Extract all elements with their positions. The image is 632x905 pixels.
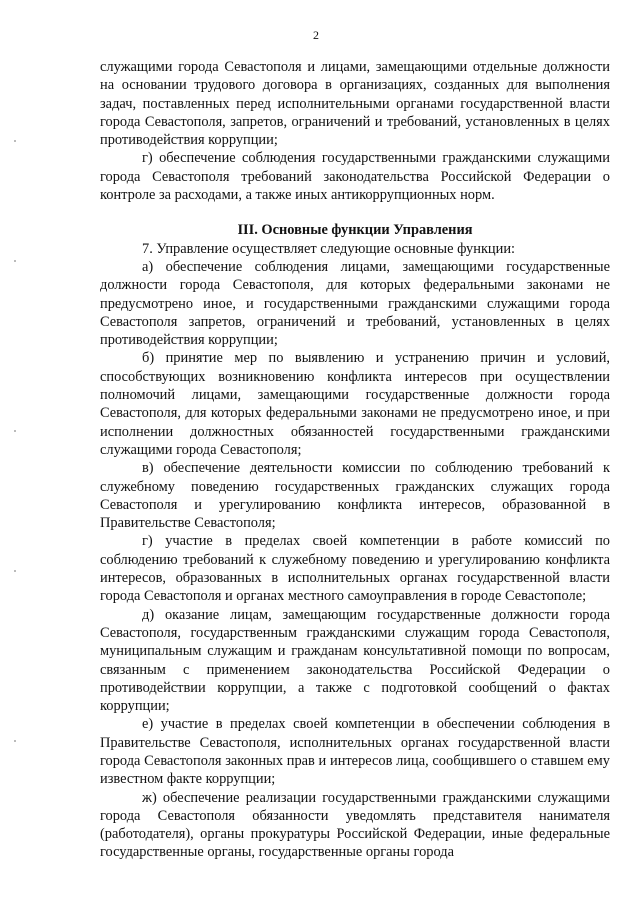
speck bbox=[14, 430, 16, 432]
speck bbox=[14, 740, 16, 742]
paragraph-clause-7: 7. Управление осуществляет следующие основные функции: bbox=[142, 240, 516, 257]
speck bbox=[14, 140, 16, 142]
paragraph-item-zh: ж) обеспечение реализации государственными гражданскими служащими города Севастополя обязанности уведомлять представителя нанимателя (работодателя), органы прокуратуры Российской Федерации, иные федеральные государственные органы, государственные органы города bbox=[100, 789, 610, 861]
section-heading: III. Основные функции Управления bbox=[237, 222, 473, 239]
paragraph-item-v: в) обеспечение деятельности комиссии по соблюдению требований к служебному поведению государственных гражданских служащих города Севастополя и урегулированию конфликта интересов, образованной в Правительстве Севастополя; bbox=[100, 460, 610, 532]
paragraph-item-a: а) обеспечение соблюдения лицами, замещающими государственные должности города Севастополя, для которых федеральными законами не предусмотрено иное, и государственными гражданскими служащими города Севастополя запретов, ограничений и требований, установленных в целях противодействия коррупции; bbox=[100, 258, 610, 349]
paragraph-continuation: служащими города Севастополя и лицами, замещающими отдельные должности на основании трудового договора в организациях, созданных для выполнения задач, поставленных перед исполнительными органами государственной власти города Севастополя, запретов, ограничений и требований, установленных в целях противодействия коррупции; bbox=[100, 59, 610, 149]
speck bbox=[14, 570, 16, 572]
paragraph-item-g: г) участие в пределах своей компетенции в работе комиссий по соблюдению требований к служебному поведению и урегулированию конфликта интересов, образованных в исполнительных органах государственной власти города Севастополя и органах местного самоуправления в городе Севастополе; bbox=[100, 533, 610, 605]
paragraph-item-g-previous-section: г) обеспечение соблюдения государственными гражданскими служащими города Севастополя требований законодательства Российской Федерации о контроле за расходами, а также иных антикоррупционных норм. bbox=[100, 150, 610, 204]
document-body bbox=[100, 58, 610, 862]
scan-margin-specks bbox=[14, 140, 18, 780]
paragraph-item-b: б) принятие мер по выявлению и устранению причин и условий, способствующих возникновению конфликта интересов при осуществлении полномочий лицами, замещающими государственные должности города Севастополя, для которых федеральными законами не предусмотрено иное, и при исполнении должностных обязанностей государственными гражданскими служащими города Севастополя; bbox=[100, 350, 610, 458]
paragraph-item-e: е) участие в пределах своей компетенции в обеспечении соблюдения в Правительстве Севастополя, исполнительных органах государственной власти города Севастополя законных прав и интересов лица, сообщившего о ставшем ему известном факте коррупции; bbox=[100, 716, 610, 788]
paragraph-item-d: д) оказание лицам, замещающим государственные должности города Севастополя, государственным гражданскими служащим города Севастополя, муниципальным служащим и гражданам консультативной помощи по вопросам, связанным с применением законодательства Российской Федерации о противодействии коррупции, а также с подготовкой сообщений о фактах коррупции; bbox=[100, 606, 610, 715]
page-number: 2 bbox=[313, 28, 319, 42]
speck bbox=[14, 260, 16, 262]
